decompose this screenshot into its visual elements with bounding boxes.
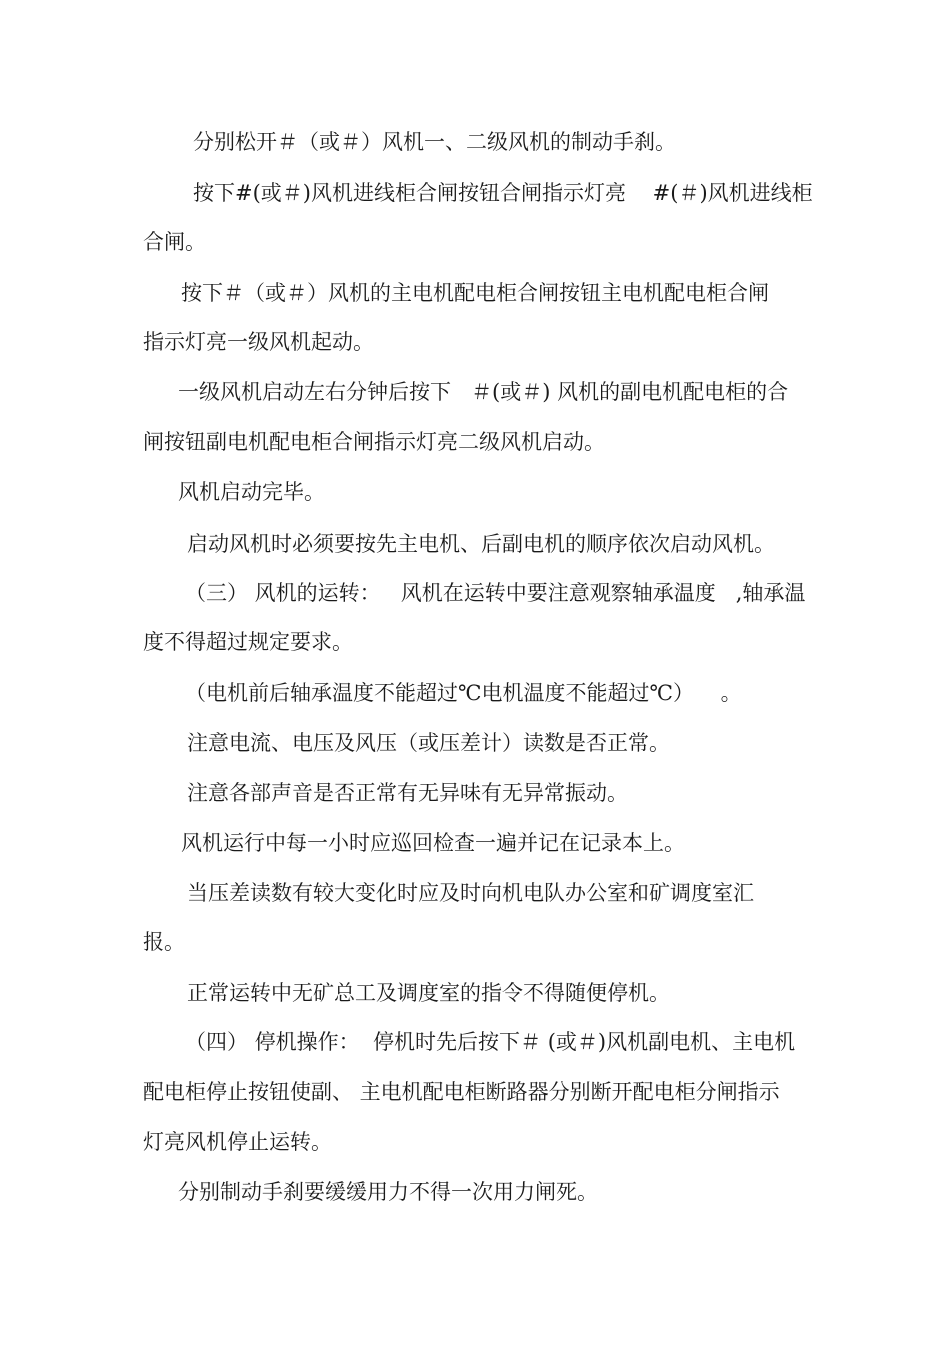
text-line: 灯亮风机停止运转。 bbox=[143, 1130, 332, 1154]
text-line: 风机运行中每一小时应巡回检查一遍并记在记录本上。 bbox=[181, 831, 685, 855]
text-line: （电机前后轴承温度不能超过℃电机温度不能超过℃） 。 bbox=[185, 681, 742, 705]
text-line: 度不得超过规定要求。 bbox=[143, 630, 353, 654]
text-line: 分别松开＃（或＃）风机一、二级风机的制动手刹。 bbox=[193, 130, 676, 154]
text-line: 报。 bbox=[143, 930, 185, 954]
text-line: 指示灯亮一级风机起动。 bbox=[143, 330, 374, 354]
text-line: 风机启动完毕。 bbox=[178, 480, 325, 504]
text-line: （四） 停机操作： 停机时先后按下＃ (或＃)风机副电机、主电机 bbox=[185, 1030, 796, 1054]
text-line: 一级风机启动左右分钟后按下 ＃(或＃) 风机的副电机配电柜的合 bbox=[178, 380, 789, 404]
text-line: 当压差读数有较大变化时应及时向机电队办公室和矿调度室汇 bbox=[187, 881, 754, 905]
text-line: 按下#(或＃)风机进线柜合闸按钮合闸指示灯亮 #(＃)风机进线柜 bbox=[193, 181, 813, 205]
text-line: 注意电流、电压及风压（或压差计）读数是否正常。 bbox=[187, 731, 670, 755]
text-line: 闸按钮副电机配电柜合闸指示灯亮二级风机启动。 bbox=[143, 430, 605, 454]
text-line: 合闸。 bbox=[143, 230, 206, 254]
text-line: 按下＃（或＃）风机的主电机配电柜合闸按钮主电机配电柜合闸 bbox=[181, 281, 769, 305]
text-line: 正常运转中无矿总工及调度室的指令不得随便停机。 bbox=[187, 981, 670, 1005]
text-line: 注意各部声音是否正常有无异味有无异常振动。 bbox=[187, 781, 628, 805]
text-line: 启动风机时必须要按先主电机、后副电机的顺序依次启动风机。 bbox=[187, 532, 775, 556]
text-line: （三） 风机的运转： 风机在运转中要注意观察轴承温度 ,轴承温 bbox=[185, 581, 806, 605]
text-line: 分别制动手刹要缓缓用力不得一次用力闸死。 bbox=[178, 1180, 598, 1204]
text-line: 配电柜停止按钮使副、 主电机配电柜断路器分别断开配电柜分闸指示 bbox=[143, 1080, 780, 1104]
